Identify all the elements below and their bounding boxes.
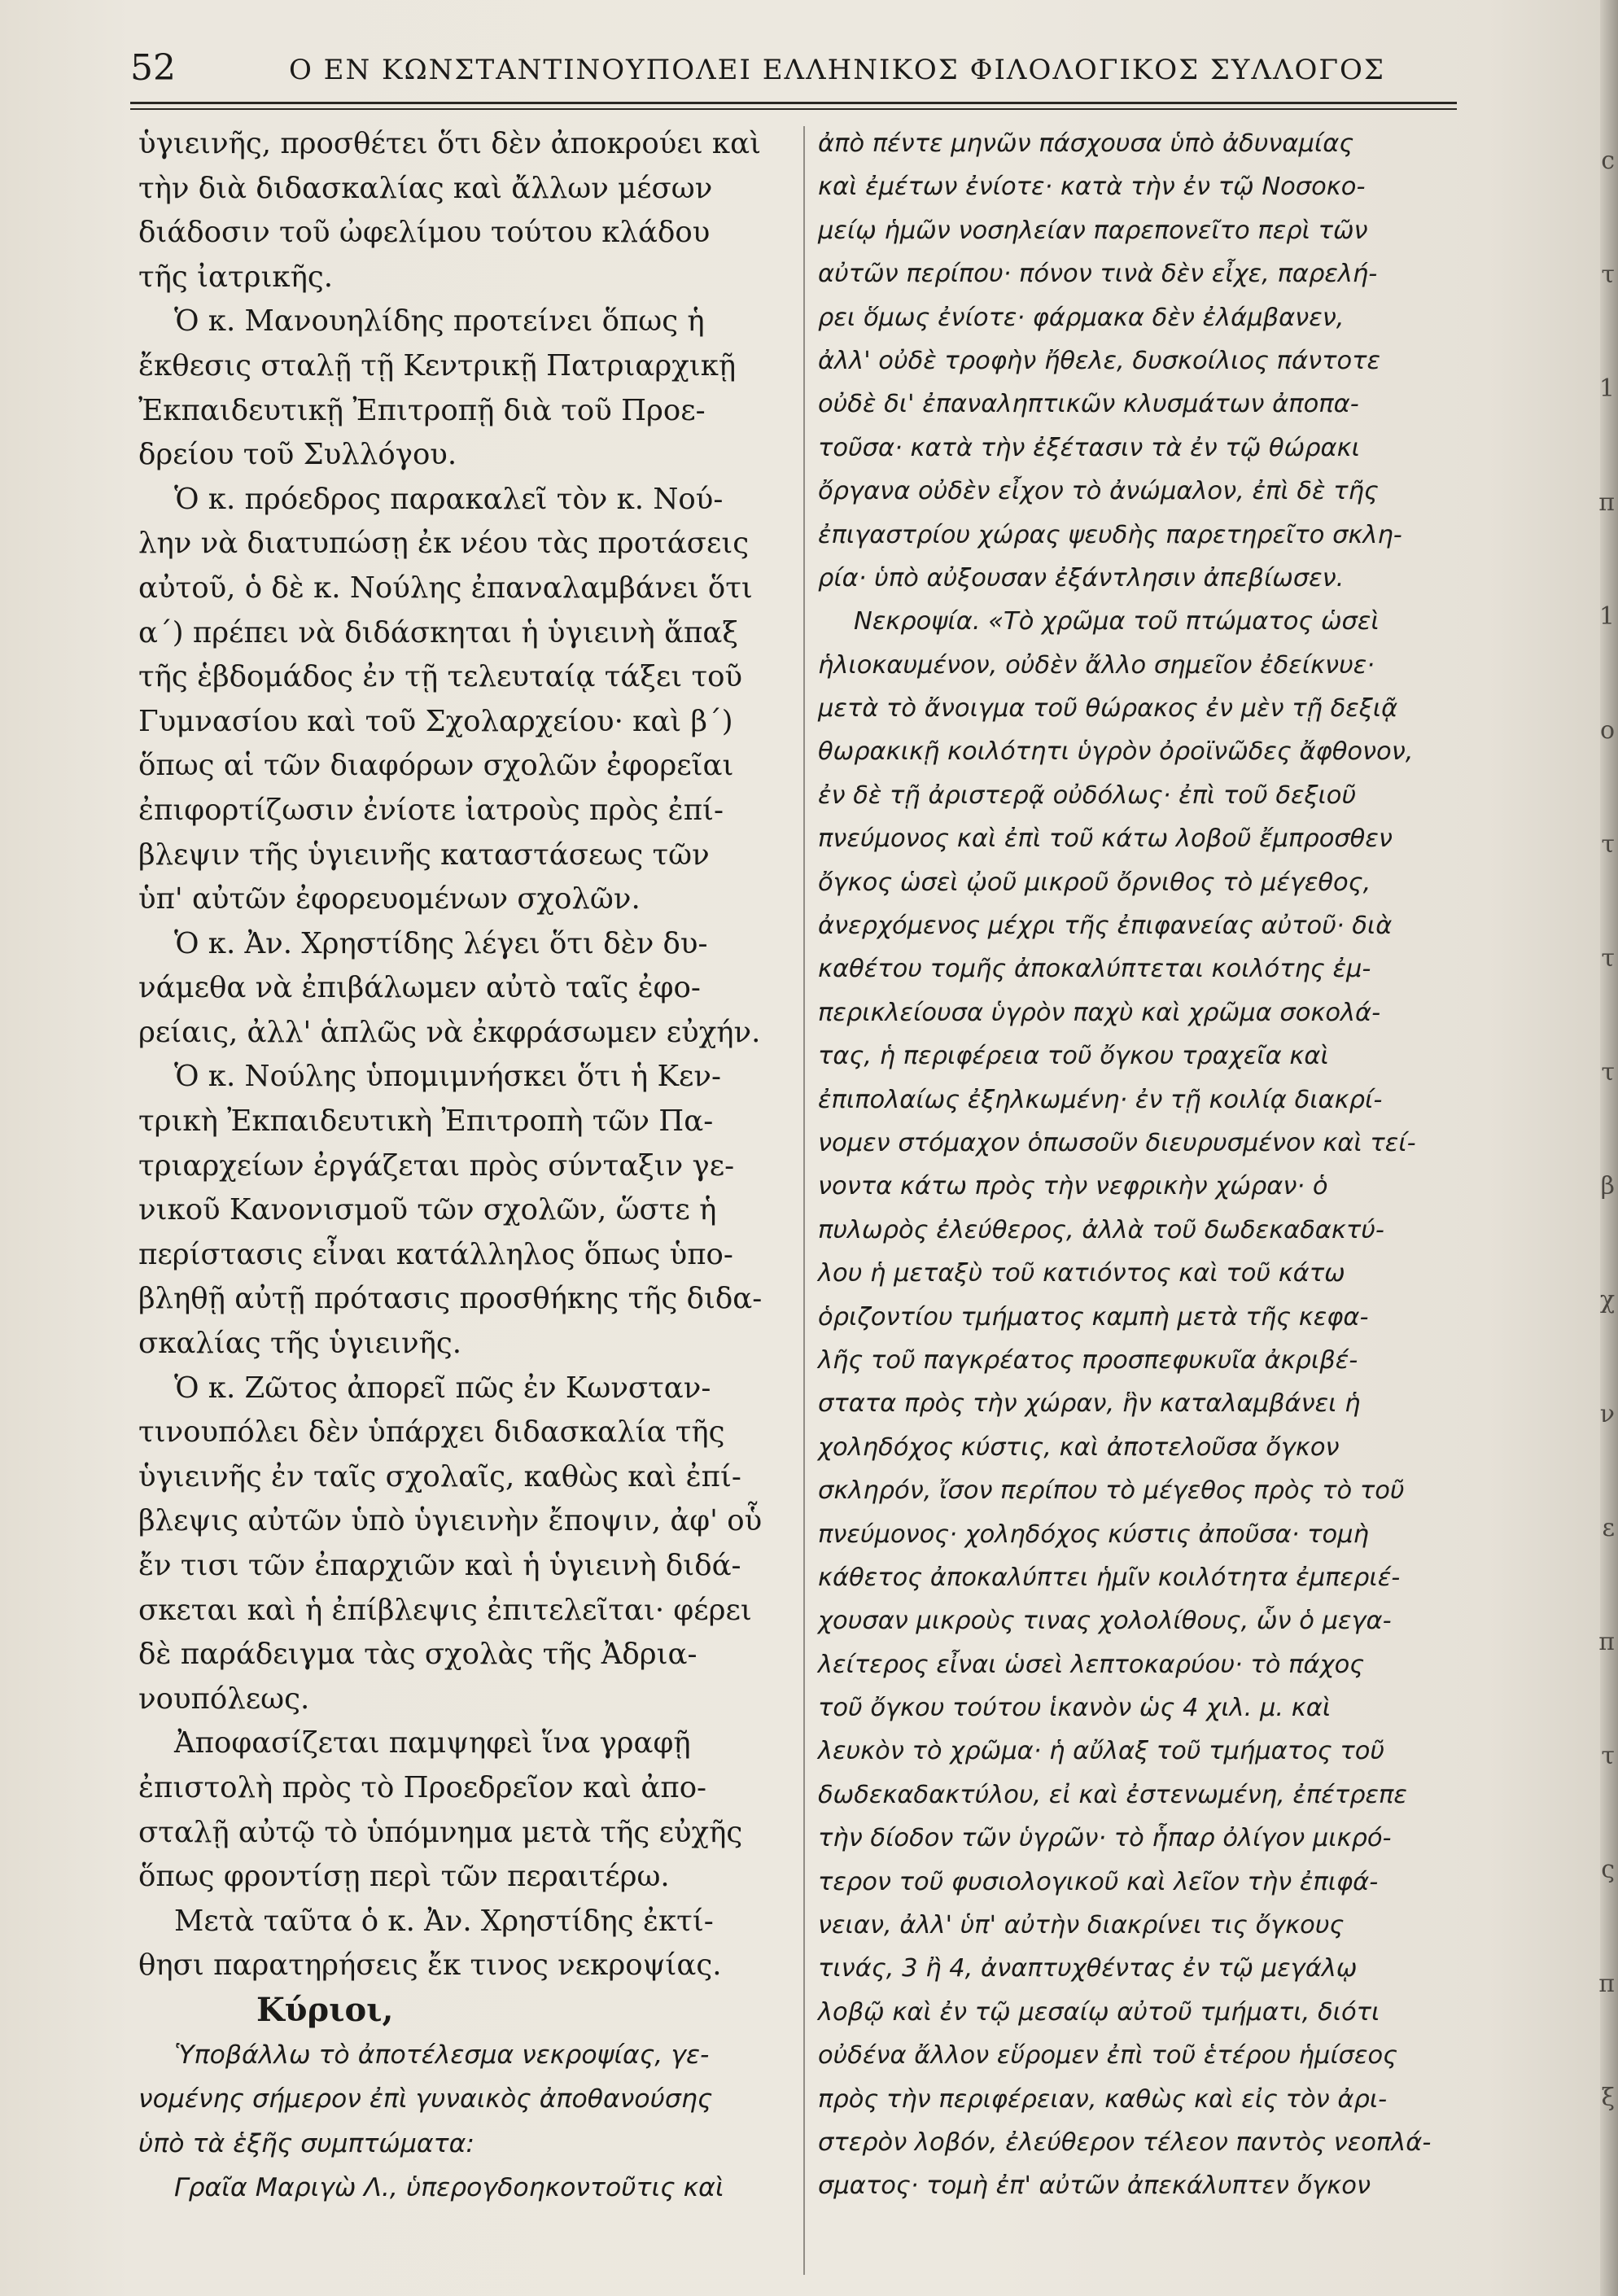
text-line: θησι παρατηρήσεις ἔκ τινος νεκροψίας. bbox=[138, 1948, 722, 1983]
text-line: νομεν στόμαχον ὁπωσοῦν διευρυσμένον καὶ τεί- bbox=[818, 1128, 1416, 1157]
text-line: νάμεθα νὰ ἐπιβάλωμεν αὐτὸ ταῖς ἐφο- bbox=[138, 971, 701, 1005]
text-line: ἐπιστολὴ πρὸς τὸ Προεδρεῖον καὶ ἀπο- bbox=[138, 1770, 707, 1804]
text-line: χουσαν μικροὺς τινας χολολίθους, ὧν ὁ μεγα- bbox=[818, 1607, 1392, 1636]
text-line: ρείαις, ἀλλ' ἁπλῶς νὰ ἐκφράσωμεν εὐχήν. bbox=[138, 1015, 761, 1049]
section-heading: Κύριοι, bbox=[256, 1990, 394, 2029]
margin-fragment-letter: 1 bbox=[1598, 374, 1615, 403]
text-line: νοντα κάτω πρὸς τὴν νεφρικὴν χώραν· ὁ bbox=[818, 1172, 1328, 1201]
column-divider bbox=[803, 126, 805, 2275]
text-line: χοληδόχος κύστις, καὶ ἀποτελοῦσα ὄγκον bbox=[818, 1432, 1340, 1462]
text-line: Νεκροψία. «Τὸ χρῶμα τοῦ πτώματος ὡσεὶ bbox=[854, 607, 1380, 636]
text-line: σκεται καὶ ἡ ἐπίβλεψις ἐπιτελεῖται· φέρει bbox=[138, 1593, 752, 1627]
text-line: λευκὸν τὸ χρῶμα· ἡ αὔλαξ τοῦ τμήματος τοῦ bbox=[818, 1737, 1385, 1766]
text-line: τριαρχείων ἐργάζεται πρὸς σύνταξιν γε- bbox=[138, 1148, 735, 1183]
text-line: Ἀποφασίζεται παμψηφεὶ ἵνα γραφῇ bbox=[174, 1726, 691, 1760]
text-line: λῆς τοῦ παγκρέατος προσπεφυκυῖα ἀκριβέ- bbox=[818, 1345, 1358, 1375]
text-line: οὐδένα ἄλλον εὕρομεν ἐπὶ τοῦ ἑτέρου ἡμίσεος bbox=[818, 2041, 1398, 2071]
margin-fragment-letter: 1 bbox=[1598, 602, 1615, 631]
margin-fragment-letter: ξ bbox=[1601, 2084, 1615, 2112]
text-line: πνεύμονος καὶ ἐπὶ τοῦ κάτω λοβοῦ ἔμπροσθεν bbox=[818, 824, 1393, 854]
text-line: λου ἡ μεταξὺ τοῦ κατιόντος καὶ τοῦ κάτω bbox=[818, 1259, 1345, 1288]
text-line: νειαν, ἀλλ' ὑπ' αὐτὴν διακρίνει τις ὄγκους bbox=[818, 1911, 1345, 1940]
text-line: νομένης σήμερον ἐπὶ γυναικὸς ἀποθανούσης bbox=[138, 2084, 713, 2115]
text-line: ἀπὸ πέντε μηνῶν πάσχουσα ὑπὸ ἀδυναμίας bbox=[818, 129, 1354, 158]
text-line: τρικὴ Ἐκπαιδευτικὴ Ἐπιτροπὴ τῶν Πα- bbox=[138, 1104, 714, 1139]
text-line: δωδεκαδακτύλου, εἰ καὶ ἐστενωμένη, ἐπέτρεπε bbox=[818, 1780, 1407, 1809]
text-line: ὁριζοντίου τμήματος καμπὴ μετὰ τῆς κεφα- bbox=[818, 1302, 1369, 1332]
text-line: διάδοσιν τοῦ ὠφελίμου τούτου κλάδου bbox=[138, 216, 711, 250]
text-line: ἔκθεσις σταλῇ τῇ Κεντρικῇ Πατριαρχικῇ bbox=[138, 348, 737, 383]
text-line: Ὁ κ. Νούλης ὑπομιμνήσκει ὅτι ἡ Κεν- bbox=[174, 1060, 721, 1094]
text-line: Ὁ κ. Ἀν. Χρηστίδης λέγει ὅτι δὲν δυ- bbox=[174, 926, 708, 960]
text-line: ἐπιπολαίως ἐξηλκωμένη· ἐν τῇ κοιλίᾳ διακρί- bbox=[818, 1085, 1383, 1114]
margin-fragment-letter: τ bbox=[1601, 944, 1615, 973]
text-line: τοῦ ὄγκου τούτου ἱκανὸν ὡς 4 χιλ. μ. καὶ bbox=[818, 1694, 1332, 1723]
margin-fragment-letter: χ bbox=[1599, 1286, 1615, 1314]
text-line: τοῦσα· κατὰ τὴν ἐξέτασιν τὰ ἐν τῷ θώρακι bbox=[818, 433, 1360, 462]
text-line: θωρακικῇ κοιλότητι ὑγρὸν ὀροϊνῶδες ἄφθονον, bbox=[818, 737, 1414, 767]
text-line: τας, ἡ περιφέρεια τοῦ ὄγκου τραχεῖα καὶ bbox=[818, 1042, 1329, 1071]
margin-fragment-letter: τ bbox=[1601, 830, 1615, 859]
text-line: Ὁ κ. πρόεδρος παρακαλεῖ τὸν κ. Νού- bbox=[174, 482, 724, 516]
text-line: τὴν δίοδον τῶν ὑγρῶν· τὸ ἧπαρ ὀλίγον μικρό- bbox=[818, 1824, 1392, 1853]
text-line: ὑγιεινῆς ἐν ταῖς σχολαῖς, καθὼς καὶ ἐπί- bbox=[138, 1459, 741, 1493]
text-line: Ὑποβάλλω τὸ ἀποτέλεσμα νεκροψίας, γε- bbox=[174, 2040, 710, 2070]
text-line: μετὰ τὸ ἄνοιγμα τοῦ θώρακος ἐν μὲν τῇ δεξιᾷ bbox=[818, 694, 1398, 724]
text-line: ἀνερχόμενος μέχρι τῆς ἐπιφανείας αὐτοῦ· διὰ bbox=[818, 912, 1393, 941]
text-line: τινουπόλει δὲν ὑπάρχει διδασκαλία τῆς bbox=[138, 1415, 725, 1450]
text-line: οὐδὲ δι' ἐπαναληπτικῶν κλυσμάτων ἀποπα- bbox=[818, 390, 1359, 419]
text-line: ὄργανα οὐδὲν εἶχον τὸ ἀνώμαλον, ἐπὶ δὲ τῆς bbox=[818, 477, 1379, 506]
margin-fragment-letter: ς bbox=[1601, 1856, 1615, 1884]
text-line: ρία· ὑπὸ αὐξουσαν ἐξάντλησιν ἀπεβίωσεν. bbox=[818, 563, 1345, 593]
text-line: πρὸς τὴν περιφέρειαν, καθὼς καὶ εἰς τὸν ἀρι- bbox=[818, 2084, 1388, 2114]
text-line: Γυμνασίου καὶ τοῦ Σχολαρχείου· καὶ β΄) bbox=[138, 704, 733, 738]
adjacent-page-edge bbox=[1600, 0, 1618, 2296]
text-line: α΄) πρέπει νὰ διδάσκηται ἡ ὑγιεινὴ ἅπαξ bbox=[138, 615, 738, 649]
margin-fragment-letter: ν bbox=[1599, 1400, 1615, 1428]
page-header bbox=[130, 47, 1465, 96]
text-line: λην νὰ διατυπώσῃ ἐκ νέου τὰς προτάσεις bbox=[138, 527, 750, 561]
text-line: τῆς ἰατρικῆς. bbox=[138, 260, 334, 294]
margin-fragment-letter: τ bbox=[1601, 260, 1615, 289]
text-line: περίστασις εἶναι κατάλληλος ὅπως ὑπο- bbox=[138, 1237, 733, 1271]
text-line: βλεψιν τῆς ὑγιεινῆς καταστάσεως τῶν bbox=[138, 837, 710, 872]
right-column bbox=[818, 122, 1465, 2208]
margin-fragment-letter: π bbox=[1598, 1628, 1615, 1656]
text-line: ἐν δὲ τῇ ἀριστερᾷ οὐδόλως· ἐπὶ τοῦ δεξιοῦ bbox=[818, 781, 1357, 810]
text-line: καθέτου τομῆς ἀποκαλύπτεται κοιλότης ἐμ- bbox=[818, 955, 1371, 984]
text-line: βληθῇ αὐτῇ πρότασις προσθήκης τῆς διδα- bbox=[138, 1282, 763, 1316]
header-rule-thin bbox=[130, 108, 1457, 110]
text-line: Μετὰ ταῦτα ὁ κ. Ἀν. Χρηστίδης ἐκτί- bbox=[174, 1904, 714, 1938]
text-line: καὶ ἐμέτων ἐνίοτε· κατὰ τὴν ἐν τῷ Νοσοκο- bbox=[818, 173, 1366, 202]
text-line: Ὁ κ. Μανουηλίδης προτείνει ὅπως ἡ bbox=[174, 304, 705, 339]
text-line: μείῳ ἡμῶν νοσηλείαν παρεπονεῖτο περὶ τῶν bbox=[818, 216, 1368, 245]
text-line: τῆς ἑβδομάδος ἐν τῇ τελευταίᾳ τάξει τοῦ bbox=[138, 660, 743, 694]
text-line: πυλωρὸς ἐλεύθερος, ἀλλὰ τοῦ δωδεκαδακτύ- bbox=[818, 1215, 1384, 1244]
text-line: περικλείουσα ὑγρὸν παχὺ καὶ χρῶμα σοκολά- bbox=[818, 998, 1381, 1027]
text-line: Γραῖα Μαριγὼ Λ., ὑπερογδοηκοντοῦτις καὶ bbox=[174, 2173, 724, 2203]
text-line: Ὁ κ. Ζῶτος ἀπορεῖ πῶς ἐν Κωνσταν- bbox=[174, 1371, 711, 1405]
margin-fragment-letter: ε bbox=[1602, 1514, 1615, 1542]
text-line: λοβῷ καὶ ἐν τῷ μεσαίῳ αὐτοῦ τμήματι, διότι bbox=[818, 1997, 1380, 2027]
text-line: νικοῦ Κανονισμοῦ τῶν σχολῶν, ὥστε ἡ bbox=[138, 1193, 717, 1227]
text-line: ὑγιεινῆς, προσθέτει ὅτι δὲν ἀποκρούει καὶ bbox=[138, 127, 762, 160]
text-line: σκαλίας τῆς ὑγιεινῆς. bbox=[138, 1327, 462, 1361]
text-line: ἔν τισι τῶν ἐπαρχιῶν καὶ ἡ ὑγιεινὴ διδά- bbox=[138, 1549, 741, 1582]
text-line: ἐπιγαστρίου χώρας ψευδὴς παρετηρεῖτο σκλη- bbox=[818, 520, 1402, 549]
text-line: πνεύμονος· χοληδόχος κύστις ἀποῦσα· τομὴ bbox=[818, 1520, 1369, 1549]
text-line: ἡλιοκαυμένον, οὐδὲν ἄλλο σημεῖον ἐδείκνυε· bbox=[818, 650, 1375, 680]
text-line: ἀλλ' οὐδὲ τροφὴν ἤθελε, δυσκοίλιος πάντοτε bbox=[818, 346, 1381, 375]
text-line: σματος· τομὴ ἐπ' αὐτῶν ἀπεκάλυπτεν ὄγκον bbox=[818, 2171, 1371, 2201]
margin-fragment-letter: π bbox=[1598, 488, 1615, 517]
running-head: Ο ΕΝ ΚΩΝΣΤΑΝΤΙΝΟΥΠΟΛΕΙ ΕΛΛΗΝΙΚΟΣ ΦΙΛΟΛΟΓΙΚΟΣ ΣΥΛΛΟΓΟΣ bbox=[289, 54, 1385, 86]
text-line: στερὸν λοβόν, ἐλεύθερον τέλεον παντὸς νεοπλά- bbox=[818, 2128, 1432, 2157]
text-line: λείτερος εἶναι ὡσεὶ λεπτοκαρύου· τὸ πάχος bbox=[818, 1650, 1365, 1679]
left-column bbox=[138, 122, 781, 2211]
page-number: 52 bbox=[130, 47, 176, 89]
text-line: αὐτῶν περίπου· πόνον τινὰ δὲν εἶχε, παρελή- bbox=[818, 260, 1378, 289]
text-line: στατα πρὸς τὴν χώραν, ἣν καταλαμβάνει ἡ bbox=[818, 1389, 1361, 1419]
text-line: ὑπ' αὐτῶν ἐφορευομένων σχολῶν. bbox=[138, 882, 641, 916]
text-line: κάθετος ἀποκαλύπτει ἡμῖν κοιλότητα ἐμπεριέ- bbox=[818, 1563, 1401, 1592]
text-line: τινάς, 3 ἢ 4, ἀναπτυχθέντας ἐν τῷ μεγάλῳ bbox=[818, 1954, 1358, 1983]
text-line: τὴν διὰ διδασκαλίας καὶ ἄλλων μέσων bbox=[138, 171, 713, 205]
text-line: τερον τοῦ φυσιολογικοῦ καὶ λεῖον τὴν ἐπιφά- bbox=[818, 1867, 1379, 1896]
margin-fragment-letter: β bbox=[1600, 1172, 1615, 1200]
text-line: Ἐκπαιδευτικῇ Ἐπιτροπῇ διὰ τοῦ Προε- bbox=[138, 393, 706, 427]
text-line: δὲ παράδειγμα τὰς σχολὰς τῆς Ἀδρια- bbox=[138, 1638, 697, 1672]
text-line: ὑπὸ τὰ ἑξῆς συμπτώματα: bbox=[138, 2128, 474, 2158]
text-line: νουπόλεως. bbox=[138, 1682, 310, 1716]
margin-fragment-letter: π bbox=[1598, 1970, 1615, 1998]
text-line: βλεψις αὐτῶν ὑπὸ ὑγιεινὴν ἔποψιν, ἀφ' οὗ bbox=[138, 1504, 763, 1538]
text-line: αὐτοῦ, ὁ δὲ κ. Νούλης ἐπαναλαμβάνει ὅτι bbox=[138, 571, 753, 605]
margin-fragment-letter: τ bbox=[1601, 1058, 1615, 1087]
margin-fragment-letter: τ bbox=[1601, 1742, 1615, 1770]
text-line: σκληρόν, ἴσον περίπου τὸ μέγεθος πρὸς τὸ τοῦ bbox=[818, 1476, 1405, 1506]
header-rule-thick bbox=[130, 102, 1457, 104]
text-line: σταλῇ αὐτῷ τὸ ὑπόμνημα μετὰ τῆς εὐχῆς bbox=[138, 1815, 743, 1849]
text-line: ρει ὅμως ἐνίοτε· φάρμακα δὲν ἐλάμβανεν, bbox=[818, 303, 1345, 332]
margin-fragment-letter: ο bbox=[1599, 716, 1615, 745]
text-line: ἐπιφορτίζωσιν ἐνίοτε ἰατροὺς πρὸς ἐπί- bbox=[138, 793, 724, 827]
text-line: ὅπως φροντίσῃ περὶ τῶν περαιτέρω. bbox=[138, 1860, 670, 1894]
text-line: δρείου τοῦ Συλλόγου. bbox=[138, 438, 457, 472]
margin-fragment-letter: c bbox=[1601, 147, 1615, 175]
text-line: ὄγκος ὡσεὶ ᾠοῦ μικροῦ ὄρνιθος τὸ μέγεθος, bbox=[818, 868, 1371, 897]
text-line: ὅπως αἱ τῶν διαφόρων σχολῶν ἐφορεῖαι bbox=[138, 749, 734, 783]
